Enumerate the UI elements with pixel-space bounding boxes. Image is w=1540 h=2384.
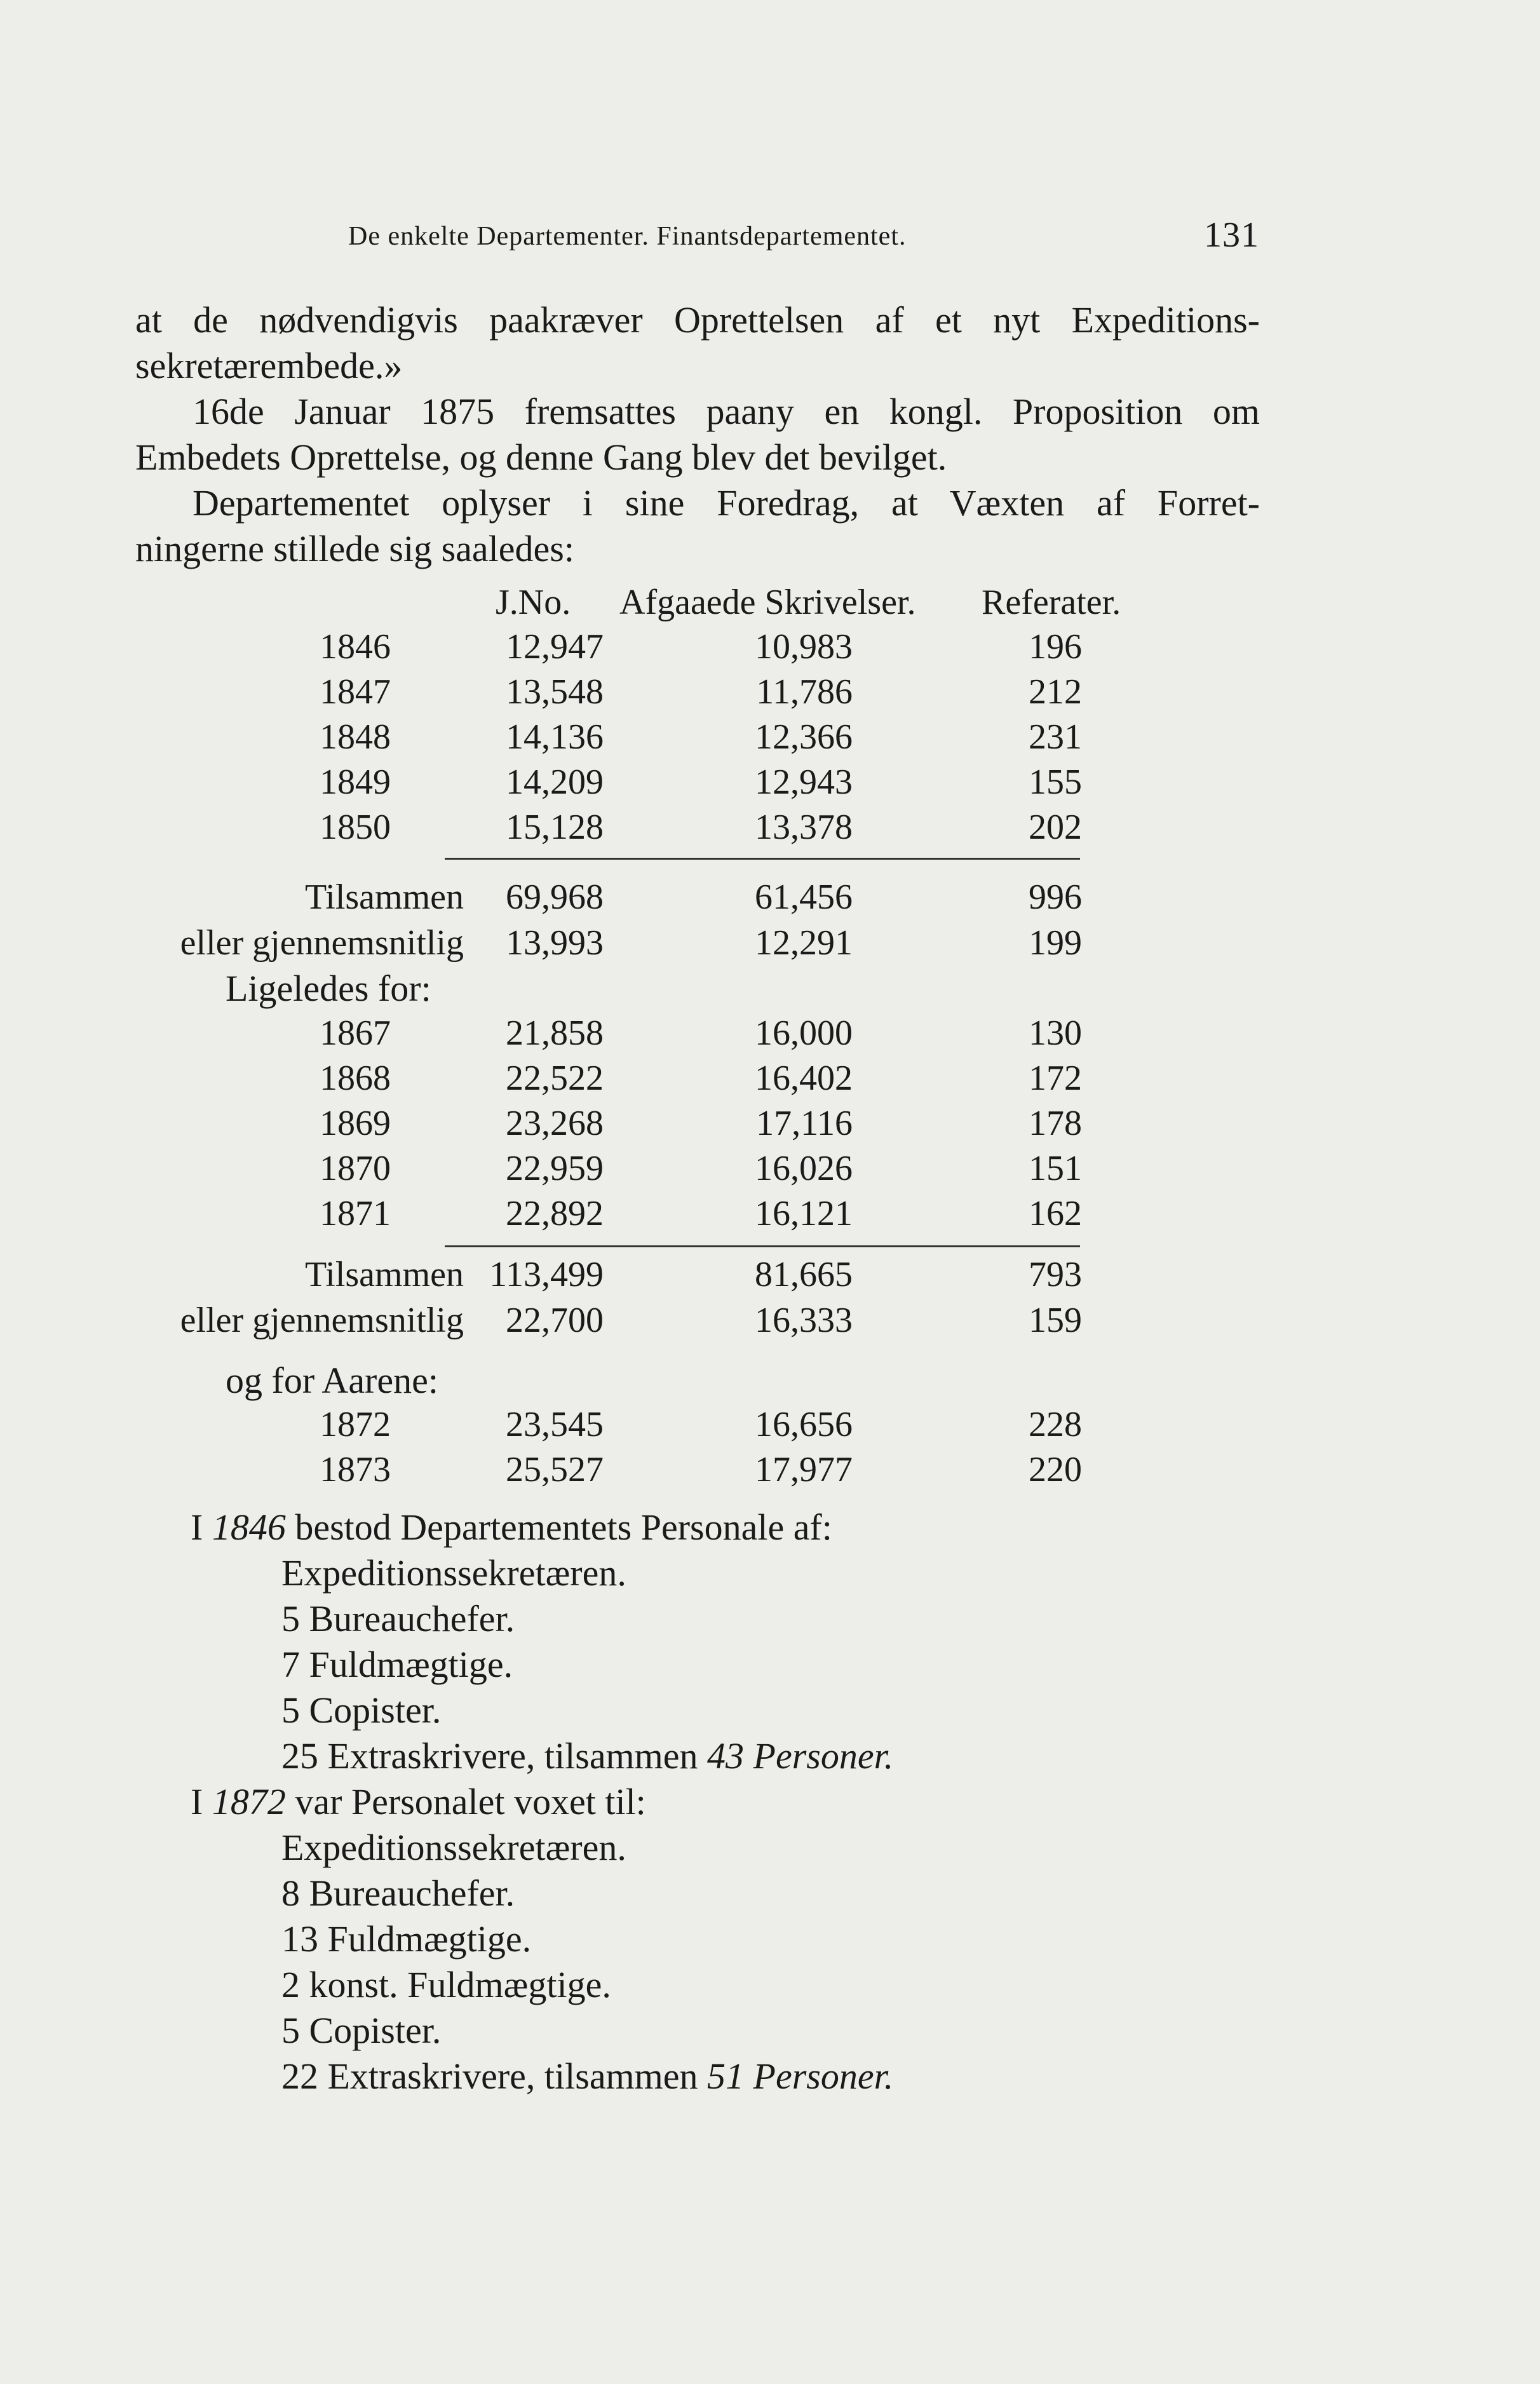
- skrivelser-cell: 17,116: [756, 1104, 853, 1143]
- total-skrivelser: 61,456: [755, 877, 853, 917]
- staff-list-item: 5 Copister.: [281, 2010, 442, 2051]
- average-referater: 199: [1029, 923, 1082, 963]
- column-header-skrivelser: Afgaaede Skrivelser.: [619, 583, 916, 622]
- jno-cell: 22,892: [506, 1194, 604, 1233]
- average-jno: 22,700: [506, 1301, 604, 1340]
- staff-list-item: 7 Fuldmægtige.: [281, 1644, 513, 1685]
- staff-list-item: Expeditionssekretæren.: [281, 1827, 626, 1868]
- average-referater: 159: [1029, 1301, 1082, 1340]
- skrivelser-cell: 16,000: [755, 1013, 853, 1053]
- referater-cell: 151: [1029, 1149, 1082, 1188]
- jno-cell: 14,136: [506, 717, 604, 757]
- paragraph-line: sekretærembede.»: [135, 345, 403, 386]
- year-cell: 1847: [320, 672, 391, 712]
- jno-cell: 15,128: [506, 808, 604, 847]
- referater-cell: 202: [1029, 808, 1082, 847]
- year-cell: 1850: [320, 808, 391, 847]
- jno-cell: 12,947: [506, 627, 604, 667]
- total-skrivelser: 81,665: [755, 1255, 853, 1294]
- jno-cell: 23,545: [506, 1405, 604, 1444]
- average-label: eller gjennemsnitlig: [180, 1301, 464, 1340]
- referater-cell: 231: [1029, 717, 1082, 757]
- sum-rule: [445, 1245, 1080, 1247]
- paragraph-line: 16de Januar 1875 fremsattes paany en kongl. Proposition om: [192, 391, 1260, 432]
- total-referater: 793: [1029, 1255, 1082, 1294]
- skrivelser-cell: 16,656: [755, 1405, 853, 1444]
- total-label: Tilsammen: [305, 1255, 464, 1294]
- staff-1846-intro: I 1846 bestod Departementets Personale af:: [191, 1507, 832, 1548]
- year-cell: 1849: [320, 762, 391, 802]
- section-label: og for Aarene:: [226, 1360, 438, 1401]
- jno-cell: 23,268: [506, 1104, 604, 1143]
- staff-1872-intro: I 1872 var Personalet voxet til:: [191, 1781, 646, 1822]
- referater-cell: 155: [1029, 762, 1082, 802]
- paragraph-line: Embedets Oprettelse, og denne Gang blev det bevilget.: [135, 437, 947, 478]
- referater-cell: 196: [1029, 627, 1082, 667]
- running-header: De enkelte Departementer. Finantsdepartementet.: [348, 222, 907, 251]
- paragraph-line: Departementet oplyser i sine Foredrag, at Væxten af Forret-: [192, 482, 1260, 524]
- average-jno: 13,993: [506, 923, 604, 963]
- skrivelser-cell: 11,786: [756, 672, 853, 712]
- staff-list-item: Expeditionssekretæren.: [281, 1552, 626, 1594]
- year-cell: 1867: [320, 1013, 391, 1053]
- referater-cell: 178: [1029, 1104, 1082, 1143]
- jno-cell: 25,527: [506, 1450, 604, 1489]
- staff-list-item: 13 Fuldmægtige.: [281, 1918, 532, 1960]
- referater-cell: 228: [1029, 1405, 1082, 1444]
- skrivelser-cell: 12,943: [755, 762, 853, 802]
- year-cell: 1873: [320, 1450, 391, 1489]
- staff-list-item: 8 Bureauchefer.: [281, 1873, 515, 1914]
- referater-cell: 162: [1029, 1194, 1082, 1233]
- average-skrivelser: 16,333: [755, 1301, 853, 1340]
- skrivelser-cell: 16,026: [755, 1149, 853, 1188]
- skrivelser-cell: 13,378: [755, 808, 853, 847]
- paragraph-line: ningerne stillede sig saaledes:: [135, 528, 574, 569]
- skrivelser-cell: 17,977: [755, 1450, 853, 1489]
- total-jno: 113,499: [489, 1255, 604, 1294]
- total-jno: 69,968: [506, 877, 604, 917]
- sum-rule: [445, 858, 1080, 860]
- total-referater: 996: [1029, 877, 1082, 917]
- jno-cell: 21,858: [506, 1013, 604, 1053]
- year-cell: 1870: [320, 1149, 391, 1188]
- average-label: eller gjennemsnitlig: [180, 923, 464, 963]
- column-header-jno: J.No.: [496, 583, 571, 622]
- skrivelser-cell: 16,121: [755, 1194, 853, 1233]
- page-number: 131: [1204, 215, 1259, 255]
- staff-1846-total: 25 Extraskrivere, tilsammen 43 Personer.: [281, 1735, 894, 1777]
- jno-cell: 13,548: [506, 672, 604, 712]
- paragraph-line: at de nødvendigvis paakræver Oprettelsen af et nyt Expeditions-: [135, 299, 1260, 341]
- staff-list-item: 5 Copister.: [281, 1690, 442, 1731]
- staff-1872-total: 22 Extraskrivere, tilsammen 51 Personer.: [281, 2056, 894, 2097]
- jno-cell: 22,522: [506, 1059, 604, 1098]
- year-cell: 1872: [320, 1405, 391, 1444]
- year-cell: 1869: [320, 1104, 391, 1143]
- year-cell: 1846: [320, 627, 391, 667]
- jno-cell: 14,209: [506, 762, 604, 802]
- staff-list-item: 5 Bureauchefer.: [281, 1598, 515, 1639]
- total-label: Tilsammen: [305, 877, 464, 917]
- referater-cell: 172: [1029, 1059, 1082, 1098]
- referater-cell: 130: [1029, 1013, 1082, 1053]
- year-cell: 1868: [320, 1059, 391, 1098]
- skrivelser-cell: 10,983: [755, 627, 853, 667]
- skrivelser-cell: 16,402: [755, 1059, 853, 1098]
- skrivelser-cell: 12,366: [755, 717, 853, 757]
- year-cell: 1848: [320, 717, 391, 757]
- referater-cell: 220: [1029, 1450, 1082, 1489]
- section-label: Ligeledes for:: [226, 968, 431, 1009]
- referater-cell: 212: [1029, 672, 1082, 712]
- jno-cell: 22,959: [506, 1149, 604, 1188]
- column-header-referater: Referater.: [982, 583, 1121, 622]
- average-skrivelser: 12,291: [755, 923, 853, 963]
- year-cell: 1871: [320, 1194, 391, 1233]
- staff-list-item: 2 konst. Fuldmægtige.: [281, 1964, 611, 2005]
